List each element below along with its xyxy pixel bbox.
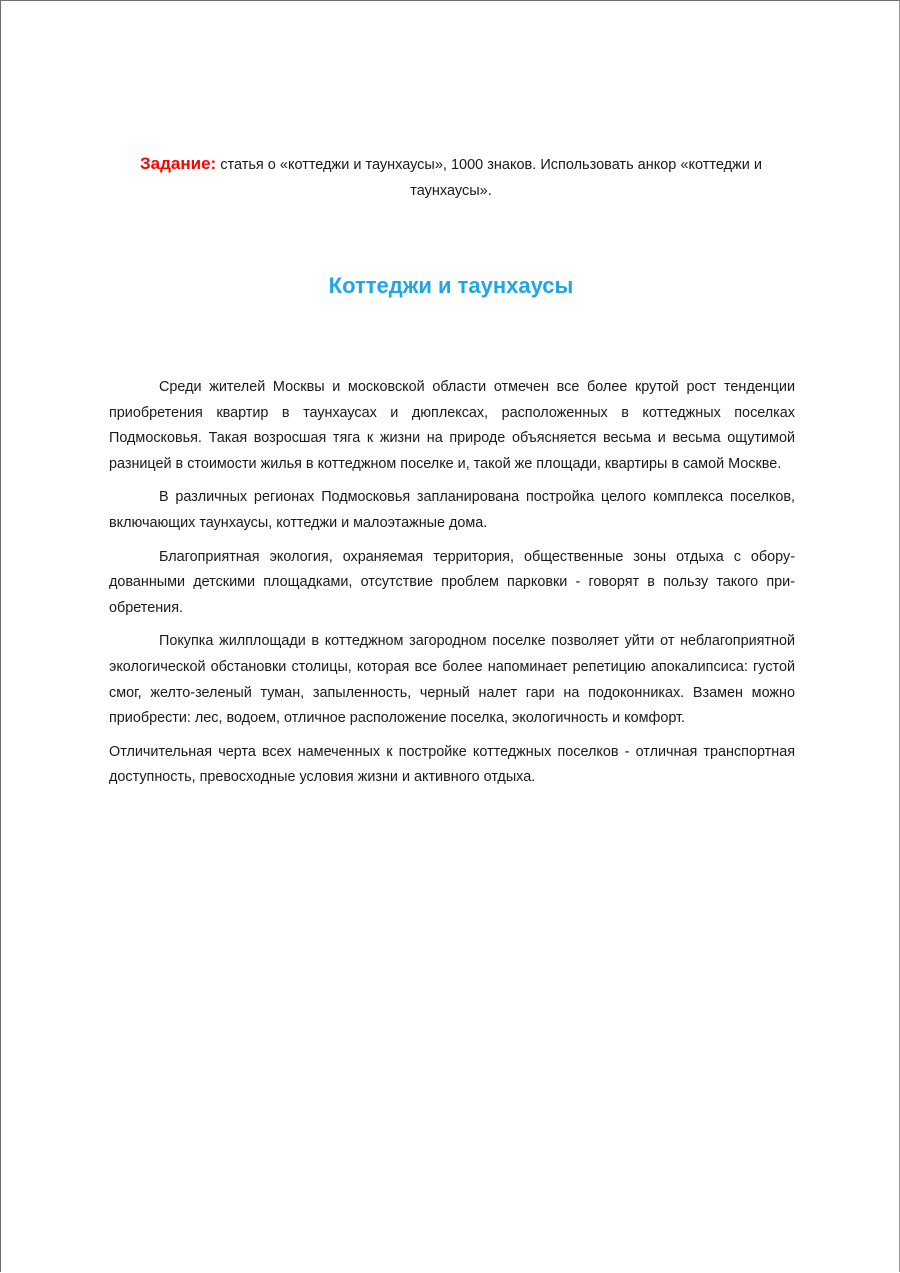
- article-body: [109, 375, 795, 799]
- article-paragraph: Отличительная черта всех намеченных к постройке коттеджных поселков - отличная транспортная доступность, превосходные условия жизни и активного отдыха.: [109, 743, 795, 786]
- article-paragraph: В различных регионах Подмосковья запланирована постройка целого комплекса поселков, включающих таунхаусы, коттеджи и малоэтажные дома.: [109, 489, 795, 531]
- article-paragraph: Среди жителей Москвы и московской области отмечен все более крутой рост тенденции приобретения квартир в таунхаусах и дюплексах, расположенных в коттеджных поселках Подмосковья. Такая возросшая тяга к жизни на природе объясняется весьма и весьма ощутимой разницей в стоимости жилья в коттеджном поселке и, такой же площади, квартиры в самой Москве.: [109, 379, 795, 472]
- task-statement: [111, 151, 791, 204]
- task-text: статья о «коттеджи и таунхаусы», 1000 знаков. Использовать анкор «коттеджи и таунхаусы».: [216, 157, 762, 199]
- article-paragraph: Благоприятная экология, охраняемая территория, общественные зоны отдыха с оборудованными детскими площадками, отсутствие проблем парковки - говорят в пользу такого приобретения.: [109, 548, 795, 616]
- task-label: Задание:: [140, 154, 217, 173]
- article-paragraph: Покупка жилплощади в коттеджном загородном поселке позволяет уйти от неблагоприятной экологической обстановки столицы, которая все более напоминает репетицию апокалипсиса: густой смог, желто-зеленый туман, запыленность, черный налет гари на подоконниках. Взамен можно приобрести: лес, водоем, отличное расположение поселка, экологичность и комфорт.: [109, 633, 795, 727]
- article-title: Коттеджи и таунхаусы: [328, 273, 574, 298]
